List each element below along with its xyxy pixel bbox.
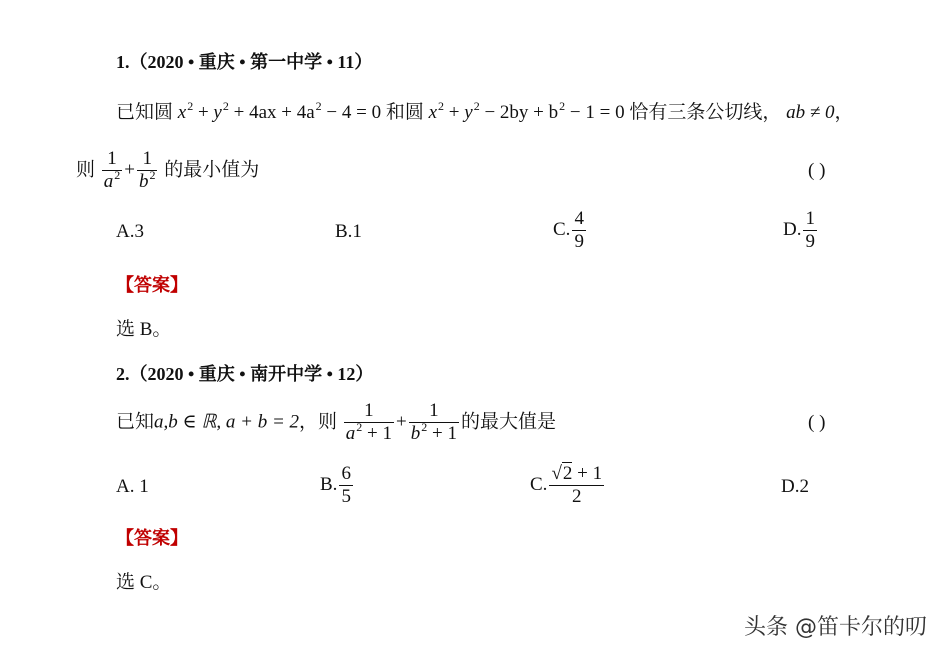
q2-stem: 已知a,b ∈ ℝ, a + b = 2，则 $\frac{1}{a^2 + 1}$ + $\frac{1}{b^2 + 1}$ 的最大值是: [116, 400, 556, 444]
q1-option-d: D. $\frac{1}{9}$: [783, 208, 815, 252]
q2-option-b: B. $\frac{6}{5}$: [320, 463, 351, 507]
q1-option-b: B.1: [335, 221, 362, 242]
q1-line2: 则 $\frac{1}{a^2}$ + $\frac{1}{b^2}$ 的最小值为: [76, 148, 260, 192]
q1-answer: 选 B。: [116, 319, 172, 340]
q1-line2-tail: 的最小值为: [164, 159, 260, 181]
q1-answer-paren: ( ): [808, 160, 826, 181]
q1-line2-lead: 则: [76, 159, 96, 181]
q1-condition: ab ≠ 0: [786, 102, 835, 123]
q1-equation-1: $x^2 + y^2 + 4ax + 4a^2 - 4 = 0$: [177, 99, 382, 123]
q1-stem-lead: 已知圆: [116, 102, 174, 123]
q1-stem: 已知圆 $x^2 + y^2 + 4ax + 4a^2 - 4 = 0$ 和圆 $x^2 + y^2 - 2by + b^2 - 1 = 0$ 恰有三条公切线， ab ≠ 0，: [116, 99, 854, 123]
q2-then: ，则: [299, 411, 338, 433]
q2-answer-paren: ( ): [808, 412, 826, 433]
q1-fraction-1-over-a2: $\frac{1}{a^2}$: [103, 148, 121, 192]
q1-option-a: A.3: [116, 221, 144, 242]
q2-answer: 选 C。: [116, 572, 172, 593]
q2-answer-tag: 【答案】: [116, 528, 188, 548]
q2-tail: 的最大值是: [460, 411, 556, 433]
q1-fraction-1-over-b2: $\frac{1}{b^2}$: [138, 148, 156, 192]
q2-option-d: D.2: [781, 476, 809, 497]
q1-answer-tag: 【答案】: [116, 275, 188, 295]
q2-stem-lead: 已知: [116, 411, 155, 433]
q1-mid: 和圆: [385, 102, 424, 123]
q1-equation-2: $x^2 + y^2 - 2by + b^2 - 1 = 0$: [428, 99, 625, 123]
q2-header: 2.（2020 • 重庆 • 南开中学 • 12）: [116, 364, 374, 384]
q2-vars: a,b ∈ ℝ, a + b = 2: [154, 411, 300, 433]
q2-option-a: A. 1: [116, 476, 149, 497]
q2-fraction-1: $\frac{1}{a^2 + 1}$: [345, 400, 393, 444]
watermark: 头条 @笛卡尔的叨: [744, 615, 927, 640]
q1-option-c: C. $\frac{4}{9}$: [553, 208, 584, 252]
q1-header: 1.（2020 • 重庆 • 第一中学 • 11）: [116, 52, 373, 72]
q1-stem-tail: 恰有三条公切线，: [629, 102, 782, 123]
q2-option-c: C. $\frac{√2 + 1}{2}$: [530, 463, 603, 507]
q2-fraction-2: $\frac{1}{b^2 + 1}$: [410, 400, 457, 444]
